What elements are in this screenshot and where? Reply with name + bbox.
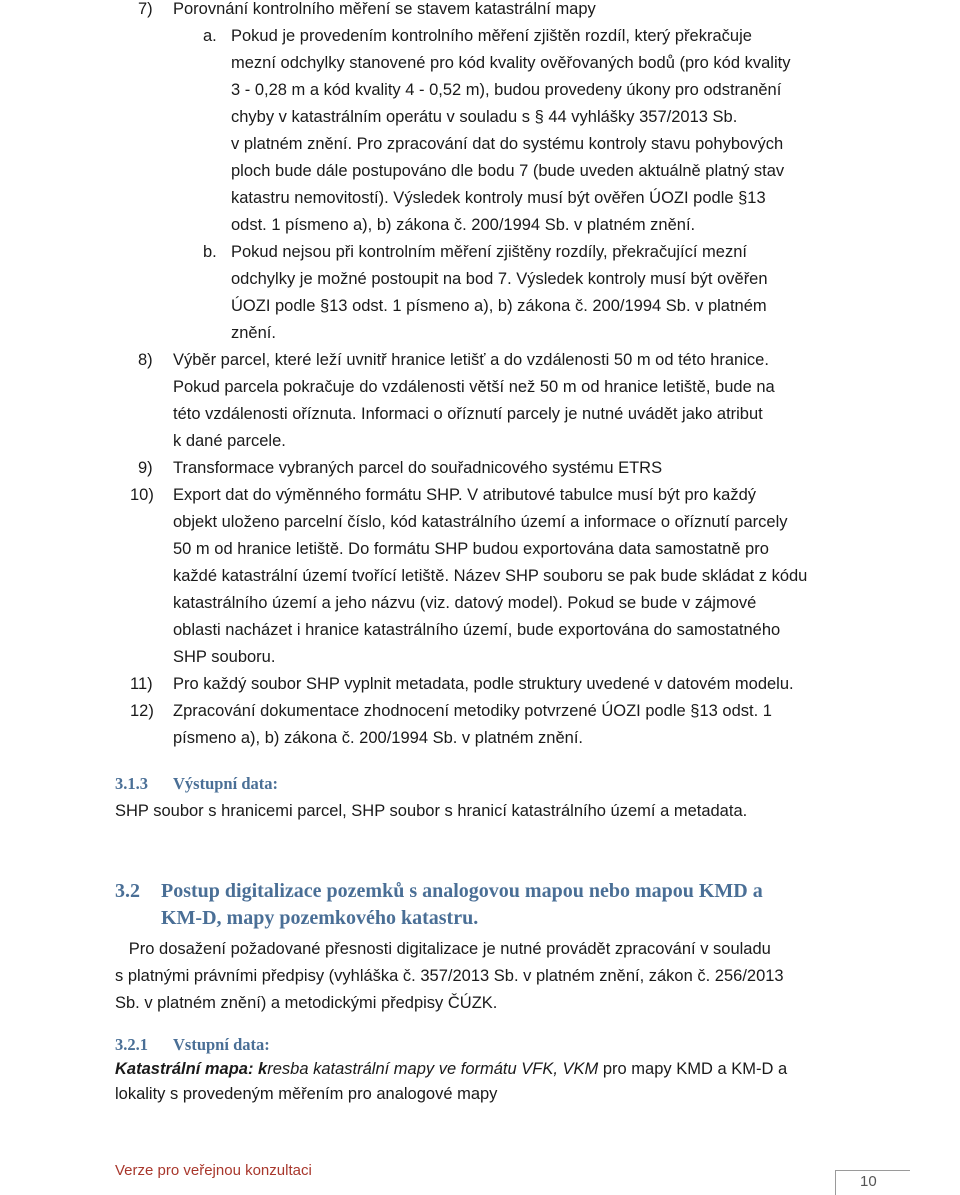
paragraph-line: znění. xyxy=(231,324,276,342)
paragraph-line: lokality s provedeným měřením pro analogové mapy xyxy=(115,1085,498,1103)
list-number: 8) xyxy=(138,351,153,369)
section-heading: Vstupní data: xyxy=(173,1035,270,1054)
list-number: 10) xyxy=(130,486,154,504)
paragraph-line: Pro každý soubor SHP vyplnit metadata, podle struktury uvedené v datovém modelu. xyxy=(173,675,794,693)
paragraph-line: k dané parcele. xyxy=(173,432,286,450)
paragraph-line: objekt uloženo parcelní číslo, kód katastrálního území a informace o oříznutí parcely xyxy=(173,513,788,531)
paragraph-line: s platnými právními předpisy (vyhláška č. 357/2013 Sb. v platném znění, zákon č. 256/2013 xyxy=(115,967,784,985)
text: mezní odchylky stanovené pro kód kvality ověřovaných bodů (pro kód kvality xyxy=(231,54,791,72)
paragraph-line: písmeno a), b) zákona č. 200/1994 Sb. v platném znění. xyxy=(173,729,583,747)
section-number: 3.2.1 xyxy=(115,1035,148,1054)
paragraph-line: SHP soubor s hranicemi parcel, SHP soubor s hranicí katastrálního území a metadata. xyxy=(115,802,748,820)
sub-marker: b. xyxy=(203,243,217,261)
paragraph-line: odst. 1 písmeno a), b) zákona č. 200/1994 Sb. v platném znění. xyxy=(231,216,696,234)
list-item-title: Porovnání kontrolního měření se stavem katastrální mapy xyxy=(173,0,596,18)
paragraph-line: ploch bude dále postupováno dle bodu 7 (bude uveden aktuálně platný stav xyxy=(231,162,785,180)
paragraph-line: 3 - 0,28 m a kód kvality 4 - 0,52 m), budou provedeny úkony pro odstranění xyxy=(231,81,782,99)
italic-text: resba katastrální mapy ve formátu VFK, VKM xyxy=(267,1060,599,1078)
bold-label: Katastrální mapa: k xyxy=(115,1060,268,1078)
list-number: 11) xyxy=(130,675,153,693)
section-heading: Výstupní data: xyxy=(173,774,278,793)
paragraph-line: Transformace vybraných parcel do souřadnicového systému ETRS xyxy=(173,459,663,477)
paragraph-line: odchylky je možné postoupit na bod 7. Výsledek kontroly musí být ověřen xyxy=(231,270,768,288)
list-number: 9) xyxy=(138,459,153,477)
section-number: 3.2 xyxy=(115,880,140,902)
section-number: 3.1.3 xyxy=(115,774,148,793)
section-heading: Postup digitalizace pozemků s analogovou mapou nebo mapou KMD a xyxy=(161,880,763,902)
paragraph-line xyxy=(231,50,845,77)
text: Pokud je provedením kontrolního měření zjištěn rozdíl, který překračuje xyxy=(231,27,752,45)
sub-marker: a. xyxy=(203,27,217,45)
footer-text: Verze pro veřejnou konzultaci xyxy=(115,1162,312,1179)
list-number: 7) xyxy=(138,0,153,18)
page-number: 10 xyxy=(860,1173,877,1190)
paragraph-line: ÚOZI podle §13 odst. 1 písmeno a), b) zákona č. 200/1994 Sb. v platném xyxy=(231,297,767,315)
section-heading: KM-D, mapy pozemkového katastru. xyxy=(161,907,479,929)
paragraph-line: této vzdálenosti oříznuta. Informaci o oříznutí parcely je nutné uvádět jako atribut xyxy=(173,405,763,423)
paragraph-line: katastru nemovitostí). Výsledek kontroly musí být ověřen ÚOZI podle §13 xyxy=(231,189,766,207)
paragraph-line: v platném znění. Pro zpracování dat do systému kontroly stavu pohybových xyxy=(231,135,784,153)
paragraph-line: 50 m od hranice letiště. Do formátu SHP budou exportována data samostatně pro xyxy=(173,540,769,558)
paragraph-line: Pro dosažení požadované přesnosti digitalizace je nutné provádět zpracování v souladu xyxy=(115,940,771,958)
paragraph-line: Zpracování dokumentace zhodnocení metodiky potvrzené ÚOZI podle §13 odst. 1 xyxy=(173,702,772,720)
paragraph-line: každé katastrální území tvořící letiště. Název SHP souboru se pak bude skládat z kódu xyxy=(173,567,808,585)
paragraph-line: Sb. v platném znění) a metodickými předpisy ČÚZK. xyxy=(115,994,498,1012)
paragraph-line: Pokud parcela pokračuje do vzdálenosti větší než 50 m od hranice letiště, bude na xyxy=(173,378,775,396)
paragraph-line: chyby v katastrálním operátu v souladu s § 44 vyhlášky 357/2013 Sb. xyxy=(231,108,738,126)
paragraph-line: Export dat do výměnného formátu SHP. V atributové tabulce musí být pro každý xyxy=(173,486,757,504)
text: pro mapy KMD a KM-D a xyxy=(598,1060,788,1078)
paragraph-line xyxy=(231,23,845,50)
paragraph-line xyxy=(115,1056,787,1083)
paragraph-line: Výběr parcel, které leží uvnitř hranice letišť a do vzdálenosti 50 m od této hranice. xyxy=(173,351,769,369)
paragraph-line: oblasti nacházet i hranice katastrálního území, bude exportována do samostatného xyxy=(173,621,781,639)
paragraph-line: SHP souboru. xyxy=(173,648,276,666)
paragraph-line: Pokud nejsou při kontrolním měření zjištěny rozdíly, překračující mezní xyxy=(231,243,747,261)
paragraph-line: katastrálního území a jeho názvu (viz. datový model). Pokud se bude v zájmové xyxy=(173,594,757,612)
list-number: 12) xyxy=(130,702,154,720)
